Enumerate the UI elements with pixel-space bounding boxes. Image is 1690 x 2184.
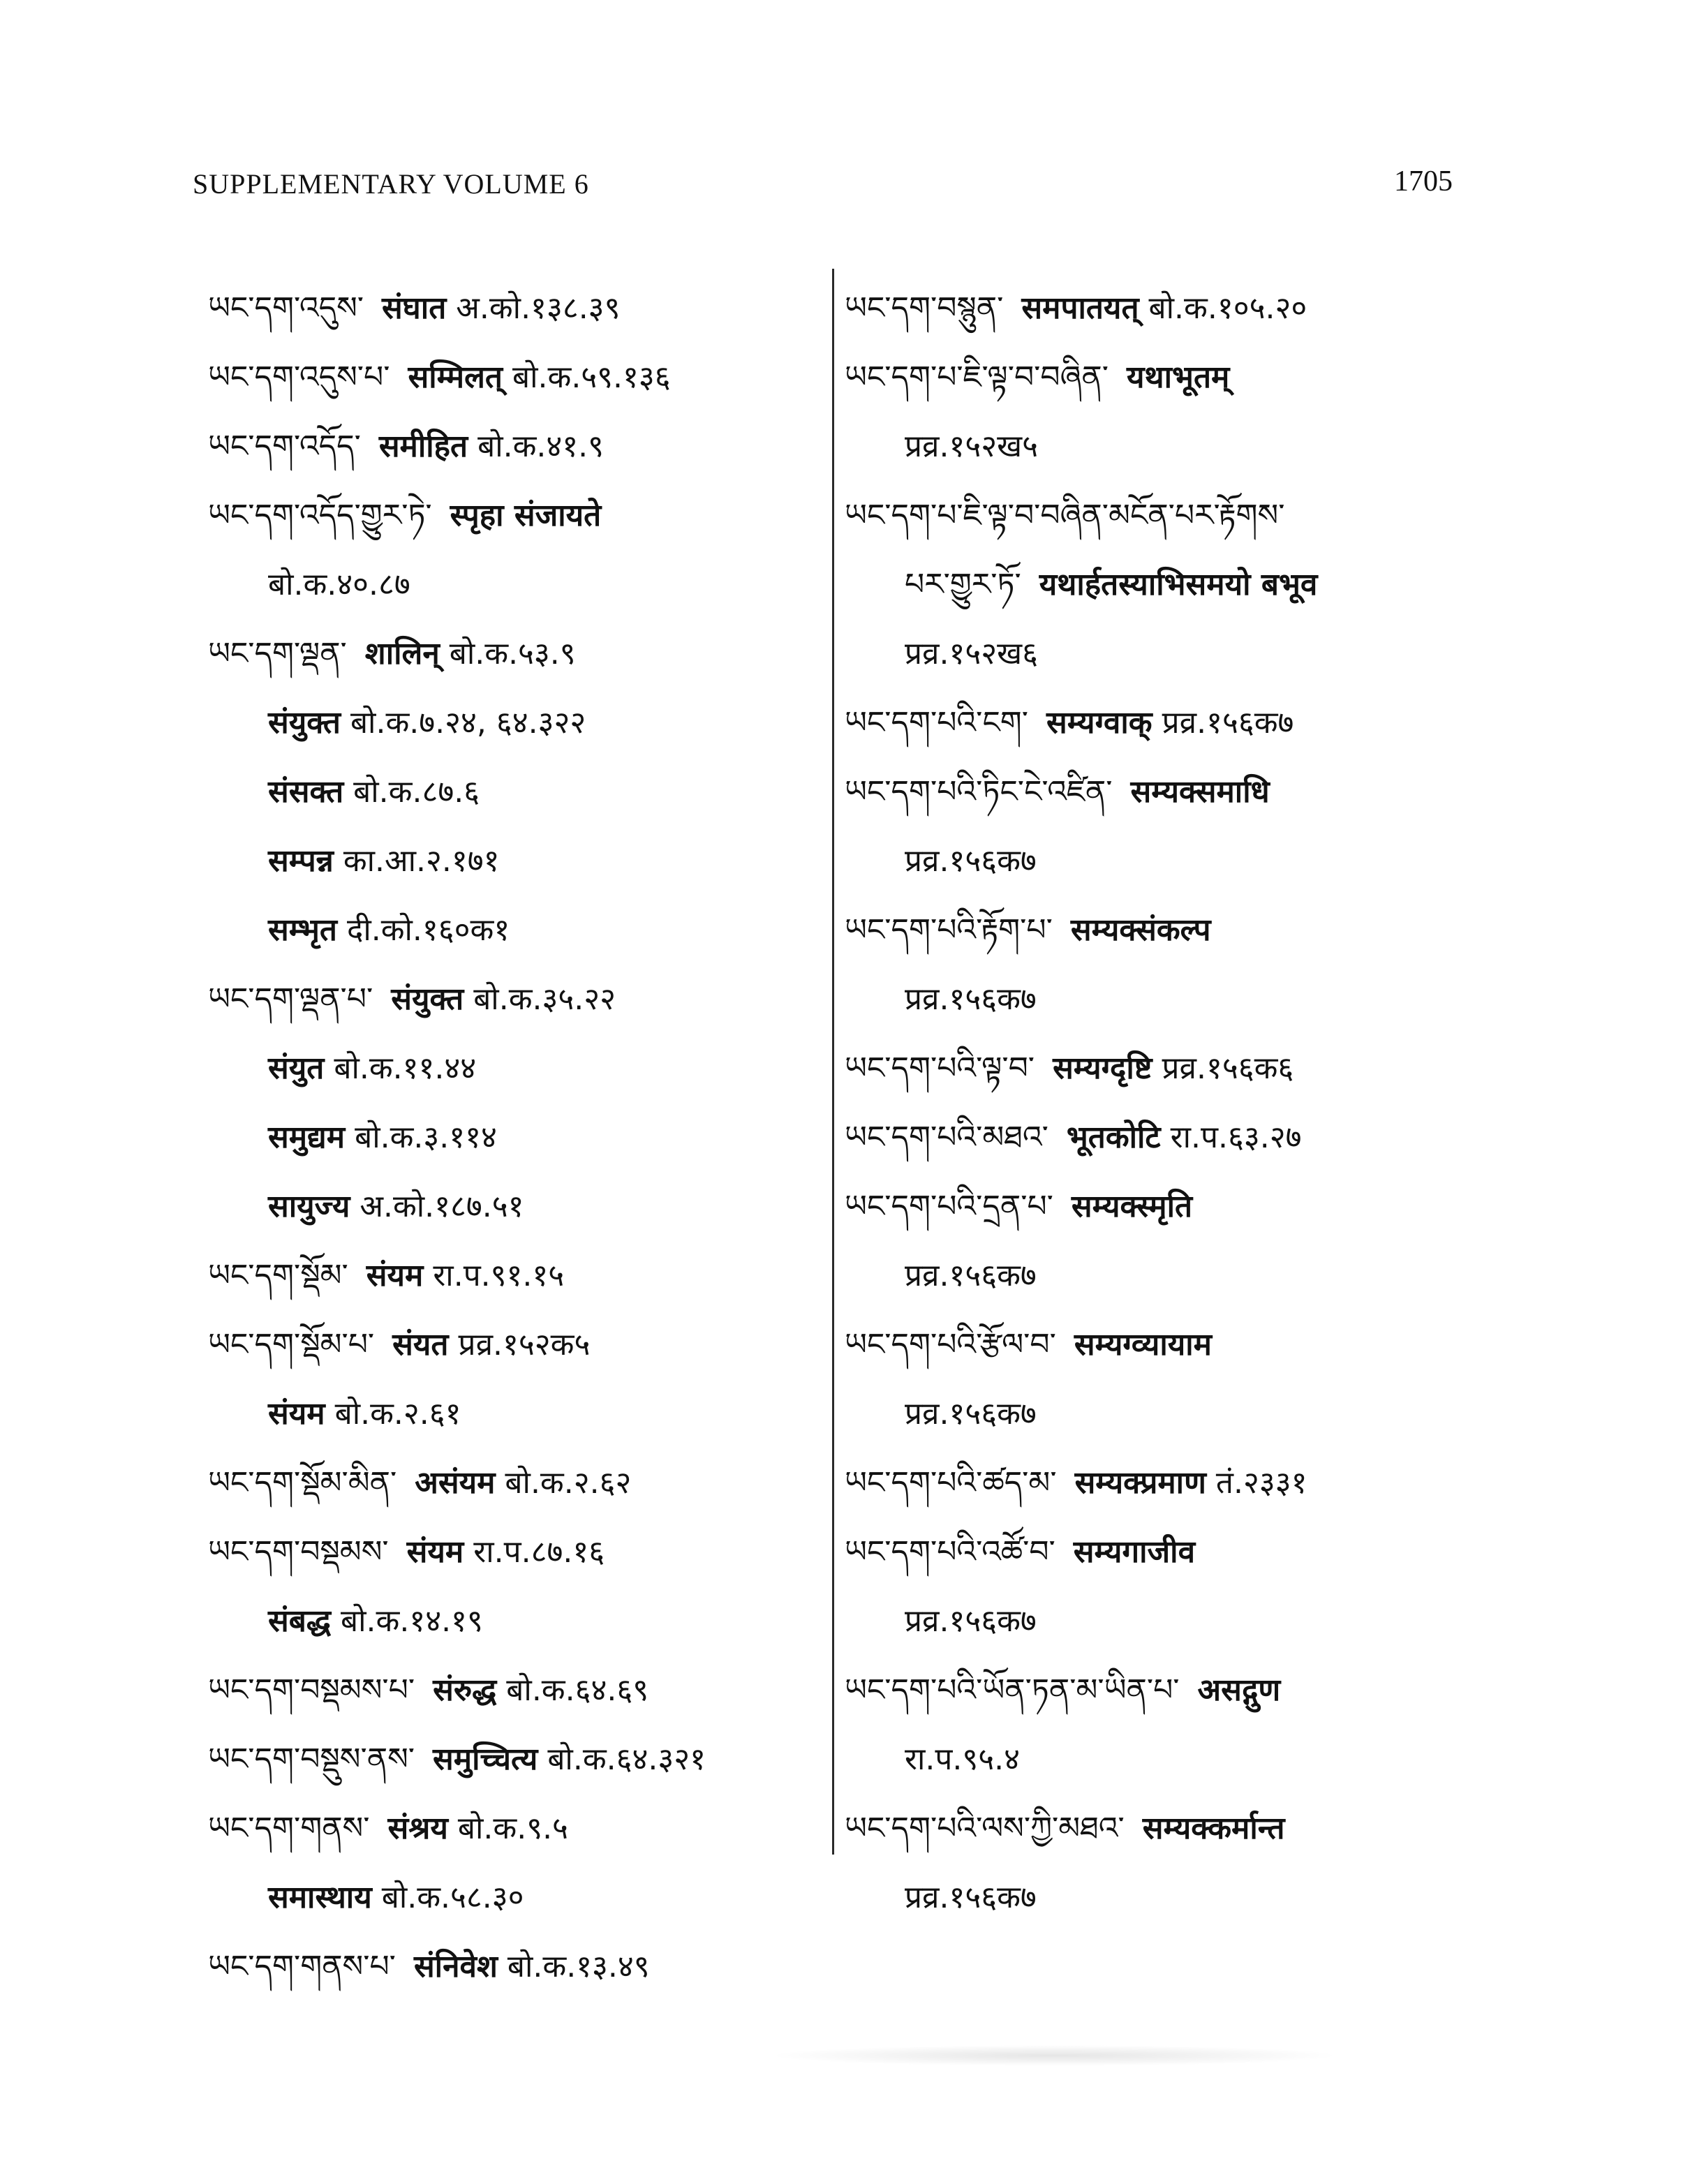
dictionary-entry-line bbox=[845, 688, 1473, 757]
source-reference: बो.क.१०५.२० bbox=[1148, 290, 1307, 326]
source-reference: बो.क.७.२४, ६४.३२२ bbox=[350, 705, 586, 741]
sanskrit-equivalent: संघात bbox=[382, 290, 447, 326]
source-reference: बो.क.२.६२ bbox=[505, 1465, 632, 1501]
source-reference: अ.को.१८७.५१ bbox=[360, 1189, 524, 1224]
source-reference: बो.क.५८.३० bbox=[381, 1880, 524, 1915]
dictionary-entry-line bbox=[845, 965, 1473, 1034]
dictionary-entry-line bbox=[208, 826, 822, 896]
dictionary-entry-line bbox=[208, 619, 822, 688]
tibetan-headword: ཡང་དག་བསྡམས་པ་ bbox=[208, 1672, 415, 1708]
tibetan-headword: ཡང་དག་པའི་ཏིང་ངེ་འཛིན་ bbox=[845, 774, 1113, 810]
source-reference: बो.क.२.६१ bbox=[334, 1396, 461, 1432]
sanskrit-equivalent: समुच्चित्य bbox=[433, 1741, 538, 1777]
dictionary-entry-line bbox=[845, 1794, 1473, 1863]
source-reference: प्रव्र.१५६क७ bbox=[905, 1880, 1037, 1915]
dictionary-entry-line bbox=[845, 1310, 1473, 1379]
dictionary-entry-line bbox=[208, 343, 822, 412]
tibetan-headword: ཡང་དག་བསྙུན་ bbox=[845, 290, 1004, 326]
dictionary-entry-line bbox=[208, 481, 822, 550]
source-reference: प्रव्र.१५६क७ bbox=[905, 843, 1037, 879]
dictionary-entry-line bbox=[208, 1241, 822, 1310]
dictionary-entry-line bbox=[845, 896, 1473, 965]
sanskrit-equivalent: सम्मिलत् bbox=[408, 359, 503, 395]
sanskrit-equivalent: संसक्त bbox=[268, 774, 344, 810]
dictionary-entry-line bbox=[845, 1863, 1473, 1932]
dictionary-entry-line bbox=[208, 274, 822, 343]
dictionary-entry-line bbox=[845, 619, 1473, 688]
dictionary-entry-line bbox=[845, 1725, 1473, 1794]
dictionary-entry-line bbox=[208, 688, 822, 757]
source-reference: बो.क.१४.१९ bbox=[341, 1603, 483, 1639]
dictionary-entry-line bbox=[208, 1379, 822, 1448]
sanskrit-equivalent: असंयम bbox=[415, 1465, 496, 1501]
dictionary-entry-line bbox=[845, 1103, 1473, 1172]
dictionary-entry-line bbox=[845, 757, 1473, 826]
sanskrit-equivalent: संयुक्त bbox=[268, 705, 341, 741]
source-reference: बो.क.४०.८७ bbox=[268, 567, 410, 602]
sanskrit-equivalent: समीहित bbox=[378, 429, 468, 464]
tibetan-headword: ཡང་དག་པའི་ལྟ་བ་ bbox=[845, 1050, 1035, 1086]
dictionary-entry-line bbox=[845, 1034, 1473, 1103]
tibetan-headword: ཡང་དག་གནས་ bbox=[208, 1811, 370, 1846]
source-reference: प्रव्र.१५६क७ bbox=[1162, 705, 1294, 741]
source-reference: बो.क.१३.४९ bbox=[507, 1949, 650, 1984]
sanskrit-equivalent: सम्यगाजीव bbox=[1073, 1534, 1196, 1570]
dictionary-entry-line bbox=[208, 1172, 822, 1241]
dictionary-entry-line bbox=[845, 1241, 1473, 1310]
sanskrit-equivalent: सम्यक्स्मृति bbox=[1071, 1189, 1193, 1224]
sanskrit-equivalent: संयुक्त bbox=[391, 981, 464, 1017]
dictionary-entry-line bbox=[845, 1379, 1473, 1448]
dictionary-entry-line bbox=[845, 826, 1473, 896]
dictionary-entry-line bbox=[208, 1034, 822, 1103]
tibetan-headword: ཡང་དག་འདོད་གྱུར་ཏེ་ bbox=[208, 498, 432, 533]
source-reference: प्रव्र.१५६क७ bbox=[905, 1396, 1037, 1432]
tibetan-headword: ཡང་དག་པའི་དྲན་པ་ bbox=[845, 1189, 1053, 1224]
source-reference: प्रव्र.१५६क७ bbox=[905, 1258, 1037, 1293]
tibetan-headword: ཡང་དག་འདུས་པ་ bbox=[208, 359, 390, 395]
dictionary-entry-line bbox=[845, 343, 1473, 412]
dictionary-entry-line bbox=[208, 1448, 822, 1517]
sanskrit-equivalent: सम्यग्व्यायाम bbox=[1074, 1327, 1212, 1362]
sanskrit-equivalent: संयम bbox=[268, 1396, 325, 1432]
dictionary-entry-line bbox=[208, 1656, 822, 1725]
dictionary-entry-line bbox=[208, 1932, 822, 2001]
source-reference: रा.प.८७.१६ bbox=[473, 1534, 605, 1570]
running-head: SUPPLEMENTARY VOLUME 6 bbox=[193, 168, 589, 200]
tibetan-headword: ཡང་དག་སྡོམ་ bbox=[208, 1258, 348, 1293]
source-reference: दी.को.१६०क१ bbox=[346, 912, 510, 948]
tibetan-headword: པར་གྱུར་ཏོ་ bbox=[905, 567, 1021, 602]
right-column bbox=[845, 274, 1473, 1932]
tibetan-headword: ཡང་དག་པའི་ཚད་མ་ bbox=[845, 1465, 1057, 1501]
tibetan-headword: ཡང་དག་བསྡམས་ bbox=[208, 1534, 389, 1570]
tibetan-headword: ཡང་དག་པ་ཇི་ལྟ་བ་བཞིན་མངོན་པར་རྟོགས་ bbox=[845, 498, 1285, 533]
dictionary-entry-line bbox=[208, 1517, 822, 1587]
sanskrit-equivalent: सम्पन्न bbox=[268, 843, 334, 879]
source-reference: प्रव्र.१५२क५ bbox=[458, 1327, 591, 1362]
dictionary-entry-line bbox=[208, 1310, 822, 1379]
source-reference: बो.क.६४.६९ bbox=[506, 1672, 649, 1708]
sanskrit-equivalent: संरुद्ध bbox=[433, 1672, 497, 1708]
sanskrit-equivalent: संयुत bbox=[268, 1050, 325, 1086]
dictionary-entry-line bbox=[845, 1517, 1473, 1587]
source-reference: रा.प.९१.१५ bbox=[433, 1258, 565, 1293]
left-column bbox=[208, 274, 822, 2001]
dictionary-entry-line bbox=[208, 412, 822, 481]
sanskrit-equivalent: समुद्यम bbox=[268, 1120, 346, 1155]
source-reference: बो.क.६४.३२१ bbox=[547, 1741, 706, 1777]
sanskrit-equivalent: यथाभूतम् bbox=[1127, 359, 1230, 395]
dictionary-entry-line bbox=[845, 1448, 1473, 1517]
tibetan-headword: ཡང་དག་པའི་འཚོ་བ་ bbox=[845, 1534, 1055, 1570]
sanskrit-equivalent: स्पृहा संजायते bbox=[450, 498, 602, 533]
source-reference: बो.क.३५.२२ bbox=[473, 981, 616, 1017]
sanskrit-equivalent: संनिवेश bbox=[413, 1949, 498, 1984]
source-reference: प्रव्र.१५६क६ bbox=[1162, 1050, 1294, 1086]
sanskrit-equivalent: सम्यक्समाधि bbox=[1130, 774, 1270, 810]
tibetan-headword: ཡང་དག་པའི་མཐའ་ bbox=[845, 1120, 1048, 1155]
sanskrit-equivalent: संयम bbox=[406, 1534, 464, 1570]
source-reference: बो.क.८७.६ bbox=[353, 774, 480, 810]
dictionary-entry-line bbox=[208, 1103, 822, 1172]
source-reference: बो.क.५९.१३६ bbox=[512, 359, 671, 395]
sanskrit-equivalent: सम्भृत bbox=[268, 912, 337, 948]
sanskrit-equivalent: समपातयत् bbox=[1021, 290, 1139, 326]
sanskrit-equivalent: शालिन् bbox=[364, 636, 440, 671]
dictionary-entry-line bbox=[208, 896, 822, 965]
sanskrit-equivalent: सम्यग्दृष्टि bbox=[1053, 1050, 1152, 1086]
dictionary-entry-line bbox=[208, 757, 822, 826]
source-reference: का.आ.२.१७१ bbox=[343, 843, 500, 879]
source-reference: बो.क.११.४४ bbox=[334, 1050, 477, 1086]
tibetan-headword: ཡང་དག་པའི་ཡོན་ཏན་མ་ཡིན་པ་ bbox=[845, 1672, 1180, 1708]
sanskrit-equivalent: संयत bbox=[392, 1327, 449, 1362]
scan-smudge bbox=[768, 2045, 1340, 2066]
tibetan-headword: ཡང་དག་པའི་རྟོག་པ་ bbox=[845, 912, 1053, 948]
dictionary-entry-line bbox=[208, 1587, 822, 1656]
source-reference: प्रव्र.१५२ख६ bbox=[905, 636, 1038, 671]
dictionary-entry-line bbox=[845, 550, 1473, 619]
tibetan-headword: ཡང་དག་པའི་ལས་ཀྱི་མཐའ་ bbox=[845, 1811, 1125, 1846]
sanskrit-equivalent: सम्यक्संकल्प bbox=[1070, 912, 1211, 948]
dictionary-entry-line bbox=[845, 412, 1473, 481]
source-reference: प्रव्र.१५२ख५ bbox=[905, 429, 1038, 464]
sanskrit-equivalent: यथार्हतस्याभिसमयो बभूव bbox=[1039, 567, 1318, 602]
sanskrit-equivalent: सम्यग्वाक् bbox=[1046, 705, 1152, 741]
tibetan-headword: ཡང་དག་སྡོམ་པ་ bbox=[208, 1327, 375, 1362]
page-number: 1705 bbox=[1394, 165, 1453, 198]
sanskrit-equivalent: सायुज्य bbox=[268, 1189, 350, 1224]
tibetan-headword: ཡང་དག་གནས་པ་ bbox=[208, 1949, 396, 1984]
dictionary-entry-line bbox=[208, 550, 822, 619]
dictionary-entry-line bbox=[208, 1863, 822, 1932]
dictionary-entry-line bbox=[845, 1587, 1473, 1656]
dictionary-entry-line bbox=[845, 1172, 1473, 1241]
source-reference: बो.क.३.११४ bbox=[355, 1120, 497, 1155]
sanskrit-equivalent: असद्गुण bbox=[1197, 1672, 1281, 1708]
sanskrit-equivalent: संश्रय bbox=[387, 1811, 448, 1846]
tibetan-headword: ཡང་དག་འདོད་ bbox=[208, 429, 361, 464]
column-divider bbox=[832, 269, 834, 1855]
source-reference: बो.क.५३.९ bbox=[449, 636, 576, 671]
tibetan-headword: ཡང་དག་པ་ཇི་ལྟ་བ་བཞིན་ bbox=[845, 359, 1109, 395]
dictionary-entry-line bbox=[208, 1794, 822, 1863]
source-reference: बो.क.४१.९ bbox=[477, 429, 605, 464]
sanskrit-equivalent: संबद्ध bbox=[268, 1603, 332, 1639]
source-reference: प्रव्र.१५६क७ bbox=[905, 1603, 1037, 1639]
source-reference: बो.क.९.५ bbox=[457, 1811, 568, 1846]
tibetan-headword: ཡང་དག་ལྡན་ bbox=[208, 636, 347, 671]
sanskrit-equivalent: सम्यक्कर्मान्त bbox=[1142, 1811, 1285, 1846]
dictionary-entry-line bbox=[845, 274, 1473, 343]
dictionary-entry-line bbox=[208, 1725, 822, 1794]
sanskrit-equivalent: भूतकोटि bbox=[1066, 1120, 1161, 1155]
sanskrit-equivalent: सम्यक्प्रमाण bbox=[1074, 1465, 1206, 1501]
sanskrit-equivalent: संयम bbox=[366, 1258, 424, 1293]
source-reference: रा.प.६३.२७ bbox=[1170, 1120, 1302, 1155]
dictionary-entry-line bbox=[208, 965, 822, 1034]
tibetan-headword: ཡང་དག་ལྡན་པ་ bbox=[208, 981, 373, 1017]
tibetan-headword: ཡང་དག་པའི་རྩོལ་བ་ bbox=[845, 1327, 1056, 1362]
source-reference: प्रव्र.१५६क७ bbox=[905, 981, 1037, 1017]
tibetan-headword: ཡང་དག་བསྡུས་ནས་ bbox=[208, 1741, 415, 1777]
source-reference: अ.को.१३८.३९ bbox=[456, 290, 621, 326]
source-reference: रा.प.९५.४ bbox=[905, 1741, 1020, 1777]
tibetan-headword: ཡང་དག་པའི་ངག་ bbox=[845, 705, 1028, 741]
dictionary-entry-line bbox=[845, 481, 1473, 550]
source-reference: तं.२३३१ bbox=[1215, 1465, 1307, 1501]
dictionary-entry-line bbox=[845, 1656, 1473, 1725]
sanskrit-equivalent: समास्थाय bbox=[268, 1880, 372, 1915]
tibetan-headword: ཡང་དག་འདུས་ bbox=[208, 290, 364, 326]
tibetan-headword: ཡང་དག་སྡོམ་མིན་ bbox=[208, 1465, 397, 1501]
